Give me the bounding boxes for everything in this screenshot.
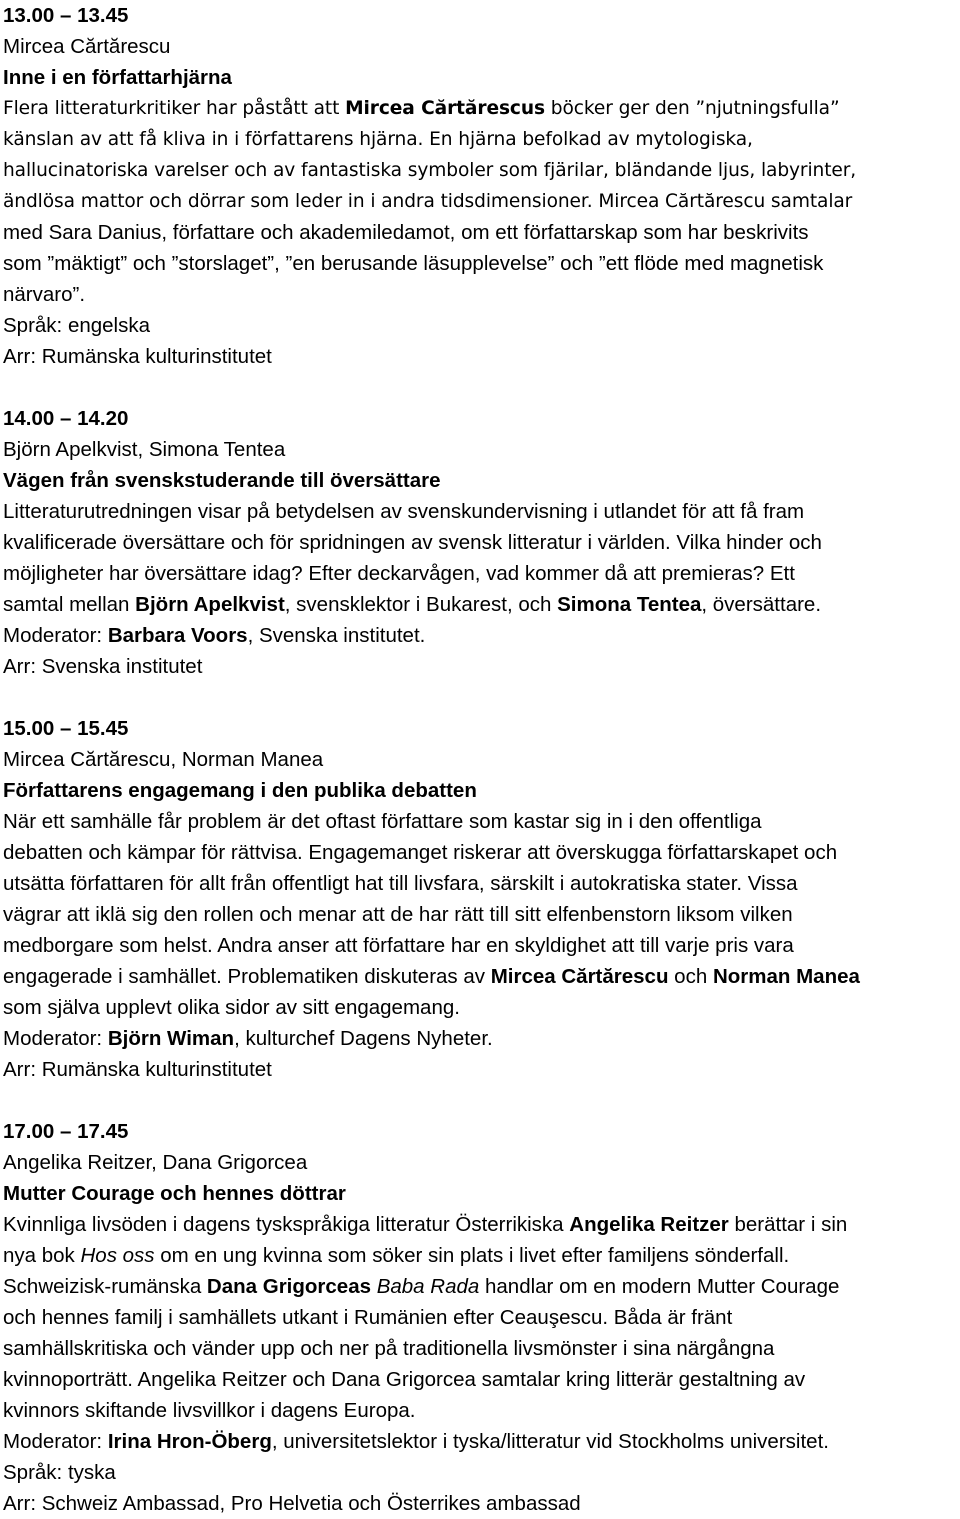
name-emphasis: Dana Grigorceas: [206, 1275, 371, 1298]
description-line: [3, 589, 957, 620]
text-segment: som ”mäktigt” och ”storslaget”, ”en berusande läsupplevelse” och ”ett flöde med magnetisk: [3, 252, 824, 275]
event-title: Mutter Courage och hennes döttrar: [3, 1182, 346, 1205]
text-segment: , universitetslektor i tyska/litteratur vid Stockholms universitet.: [271, 1430, 829, 1453]
text-segment: Arr: Svenska institutet: [3, 655, 203, 678]
event-time: 14.00 – 14.20: [3, 407, 129, 430]
description-line: [3, 341, 957, 372]
name-emphasis: Irina Hron-Öberg: [107, 1430, 272, 1453]
text-segment: möjligheter har översättare idag? Efter deckarvågen, vad kommer då att premieras? Ett: [3, 562, 795, 585]
text-segment: samtal mellan: [3, 593, 136, 616]
name-emphasis: Simona Tentea: [557, 593, 702, 616]
text-segment: Språk: tyska: [3, 1461, 116, 1484]
description-line: [3, 155, 957, 186]
description-line: [3, 899, 957, 930]
section-spacer: [3, 372, 957, 403]
text-segment: , Svenska institutet.: [247, 624, 426, 647]
text-segment: Moderator:: [3, 1430, 108, 1453]
description-line: [3, 837, 957, 868]
program-event: [3, 1116, 957, 1519]
description-line: [3, 310, 957, 341]
name-emphasis: Mircea Cărtărescu: [490, 965, 669, 988]
description-line: [3, 248, 957, 279]
event-title: Inne i en författarhjärna: [3, 66, 232, 89]
event-time: 17.00 – 17.45: [3, 1120, 129, 1143]
text-segment: hallucinatoriska varelser och av fantastiska symboler som fjärilar, bländande ljus, labyrinter,: [3, 160, 857, 181]
description-line: [3, 1302, 957, 1333]
description-line: [3, 558, 957, 589]
text-segment: vägrar att iklä sig den rollen och menar att de har rätt till sitt elfenbenstorn liksom vilken: [3, 903, 793, 926]
description-line: [3, 992, 957, 1023]
description-line: [3, 1271, 957, 1302]
section-spacer: [3, 682, 957, 713]
program-event: [3, 713, 957, 1085]
text-segment: , svensklektor i Bukarest, och: [284, 593, 558, 616]
text-segment: Arr: Rumänska kulturinstitutet: [3, 1058, 272, 1081]
name-emphasis: Norman Manea: [712, 965, 860, 988]
text-segment: som själva upplevt olika sidor av sitt engagemang.: [3, 996, 460, 1019]
text-segment: Moderator:: [3, 1027, 108, 1050]
name-emphasis: Björn Wiman: [107, 1027, 235, 1050]
text-segment: Språk: engelska: [3, 314, 151, 337]
text-segment: kvinnoporträtt. Angelika Reitzer och Dana Grigorcea samtalar kring litterär gestaltning av: [3, 1368, 806, 1391]
name-emphasis: Barbara Voors: [107, 624, 248, 647]
text-segment: om en ung kvinna som söker sin plats i livet efter familjens sönderfall.: [154, 1244, 790, 1267]
description-line: [3, 1395, 957, 1426]
name-emphasis: Angelika Reitzer: [569, 1213, 729, 1236]
event-speakers: Björn Apelkvist, Simona Tentea: [3, 438, 286, 461]
text-segment: ändlösa mattor och dörrar som leder in i andra tidsdimensioner. Mircea Cărtărescu samtalar: [3, 191, 853, 212]
text-segment: Schweizisk-rumänska: [3, 1275, 207, 1298]
description-line: [3, 1333, 957, 1364]
description-line: [3, 496, 957, 527]
text-segment: , kulturchef Dagens Nyheter.: [234, 1027, 493, 1050]
description-line: [3, 93, 957, 124]
text-segment: samhällskritiska och vänder upp och ner på traditionella livsmönster i sina närgångna: [3, 1337, 775, 1360]
text-segment: Arr: Rumänska kulturinstitutet: [3, 345, 272, 368]
text-segment: utsätta författaren för allt från offentligt hat till livsfara, särskilt i autokratiska stater. Vissa: [3, 872, 798, 895]
text-segment: och: [668, 965, 713, 988]
description-line: [3, 217, 957, 248]
event-title: Författarens engagemang i den publika debatten: [3, 779, 477, 802]
description-line: [3, 1457, 957, 1488]
text-segment: handlar om en modern Mutter Courage: [479, 1275, 840, 1298]
text-segment: När ett samhälle får problem är det oftast författare som kastar sig in i den offentliga: [3, 810, 762, 833]
description-line: [3, 961, 957, 992]
book-title: Baba Rada: [376, 1275, 480, 1298]
description-line: [3, 1364, 957, 1395]
text-segment: engagerade i samhället. Problematiken diskuteras av: [3, 965, 491, 988]
description-line: [3, 1209, 957, 1240]
section-spacer: [3, 1085, 957, 1116]
text-segment: nya bok: [3, 1244, 81, 1267]
description-line: [3, 806, 957, 837]
text-segment: känslan av att få kliva in i författarens hjärna. En hjärna befolkad av mytologiska,: [3, 129, 753, 150]
description-line: [3, 1488, 957, 1519]
description-line: [3, 1240, 957, 1271]
event-speakers: Mircea Cărtărescu: [3, 35, 171, 58]
description-line: [3, 1426, 957, 1457]
program-event: [3, 0, 957, 372]
description-line: [3, 186, 957, 217]
description-line: [3, 279, 957, 310]
event-title: Vägen från svenskstuderande till översättare: [3, 469, 441, 492]
description-line: [3, 620, 957, 651]
event-time: 15.00 – 15.45: [3, 717, 129, 740]
description-line: [3, 651, 957, 682]
description-line: [3, 124, 957, 155]
text-segment: och hennes familj i samhällets utkant i Rumänien efter Ceauşescu. Båda är fränt: [3, 1306, 733, 1329]
text-segment: närvaro”.: [3, 283, 86, 306]
text-segment: berättar i sin: [728, 1213, 848, 1236]
description-line: [3, 1023, 957, 1054]
text-segment: med Sara Danius, författare och akademiledamot, om ett författarskap som har beskrivits: [3, 221, 809, 244]
name-emphasis: Björn Apelkvist: [135, 593, 285, 616]
text-segment: Arr: Schweiz Ambassad, Pro Helvetia och Österrikes ambassad: [3, 1492, 581, 1515]
text-segment: debatten och kämpar för rättvisa. Engagemanget riskerar att överskugga författarskapet och: [3, 841, 838, 864]
text-segment: Litteraturutredningen visar på betydelsen av svenskundervisning i utlandet för att få fram: [3, 500, 805, 523]
event-speakers: Mircea Cărtărescu, Norman Manea: [3, 748, 324, 771]
text-segment: Flera litteraturkritiker har påstått att: [3, 98, 346, 119]
event-time: 13.00 – 13.45: [3, 4, 129, 27]
text-segment: , översättare.: [701, 593, 822, 616]
text-segment: Kvinnliga livsöden i dagens tyskspråkiga litteratur Österrikiska: [3, 1213, 570, 1236]
name-emphasis: Mircea Cărtărescus: [345, 98, 545, 119]
text-segment: böcker ger den ”njutningsfulla”: [544, 98, 840, 119]
text-segment: kvalificerade översättare och för spridningen av svensk litteratur i världen. Vilka hinder och: [3, 531, 822, 554]
book-title: Hos oss: [80, 1244, 155, 1267]
description-line: [3, 527, 957, 558]
description-line: [3, 1054, 957, 1085]
text-segment: medborgare som helst. Andra anser att författare har en skyldighet att till varje pris vara: [3, 934, 794, 957]
description-line: [3, 868, 957, 899]
text-segment: kvinnors skiftande livsvillkor i dagens Europa.: [3, 1399, 416, 1422]
description-line: [3, 930, 957, 961]
event-speakers: Angelika Reitzer, Dana Grigorcea: [3, 1151, 308, 1174]
program-event: [3, 403, 957, 682]
text-segment: Moderator:: [3, 624, 108, 647]
